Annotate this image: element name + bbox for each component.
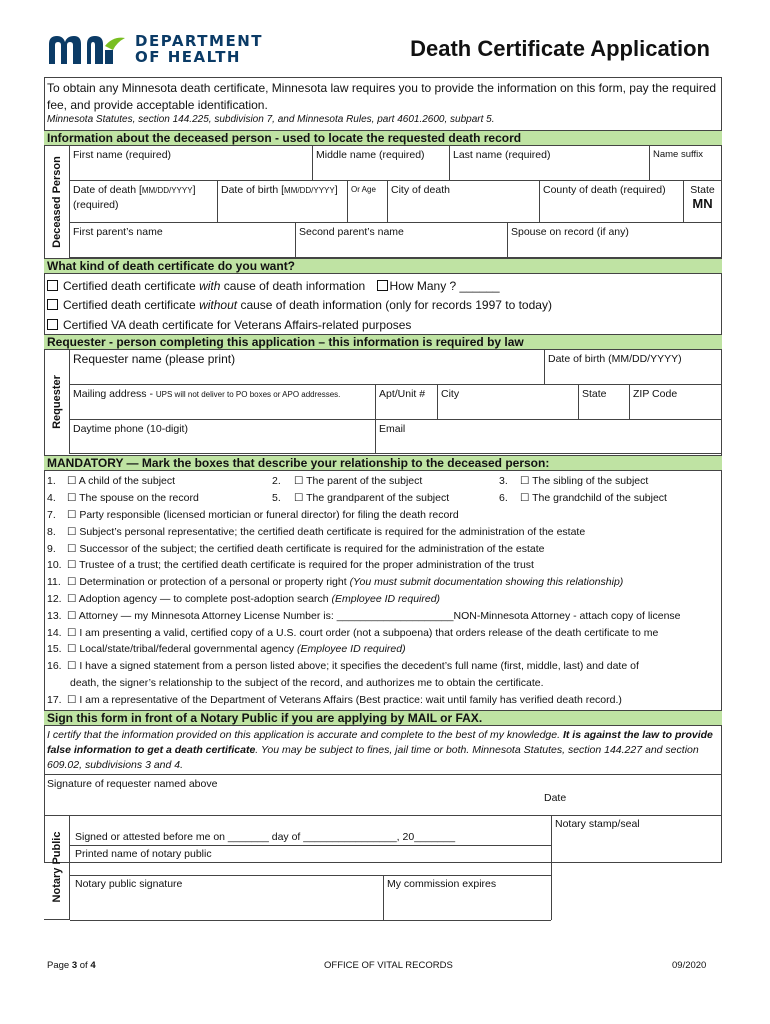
rel-number: 15. (47, 643, 62, 656)
opt2-text-em: without (199, 298, 238, 312)
dod-label: Date of death [ (73, 184, 142, 196)
opt2-text-a: Certified death certificate (63, 298, 200, 312)
second-parent-label: Second parent’s name (299, 226, 404, 238)
rel-option[interactable] (67, 659, 639, 673)
option-without-cause[interactable] (47, 297, 552, 314)
rel-option-text: ☐ Determination or protection of a personal or property right (67, 576, 350, 589)
divider (551, 875, 552, 920)
org-line-2: OF HEALTH (135, 48, 241, 66)
va-checkbox[interactable] (47, 319, 58, 330)
rel-option-text: ☐ Trustee of a trust; the certified death certificate is required for the proper administration of the trust (67, 559, 534, 572)
or-age-label: Or Age (351, 185, 376, 194)
rel-option-note: (Employee ID required) (331, 593, 441, 605)
opt3-text: Certified VA death certificate for Veterans Affairs-related purposes (63, 318, 412, 332)
rel-number: 10. (47, 559, 62, 572)
email-label: Email (379, 423, 406, 435)
notary-side-text: Notary Public (50, 831, 63, 903)
rel-child[interactable]: ☐ A child of the subject (67, 475, 176, 487)
rel-4-number: 4. (47, 492, 56, 504)
page-total: 4 (90, 960, 96, 971)
rel-number: 11. (47, 576, 61, 589)
mandatory-section-header: MANDATORY — Mark the boxes that describe your relationship to the deceased person: (44, 455, 722, 471)
dod-required: (required) (73, 199, 119, 211)
rel-option-text: ☐ Adoption agency — to complete post-adoption search (67, 593, 332, 605)
mailing-address-field[interactable] (70, 385, 376, 420)
without-cause-checkbox[interactable] (47, 299, 58, 310)
phone-label: Daytime phone (10-digit) (73, 423, 188, 435)
rel-number: 14. (47, 626, 62, 639)
city-of-death-field[interactable] (388, 181, 540, 223)
rel-option[interactable] (67, 609, 681, 623)
requester-side-label (44, 350, 70, 454)
dob-format: MM/DD/YYYY (284, 186, 335, 195)
notary-stamp-label: Notary stamp/seal (555, 818, 640, 830)
rel-option[interactable] (67, 575, 623, 589)
email-field[interactable] (376, 420, 722, 454)
certify-b: It is against the law to provide false information to get a death certificate (47, 729, 713, 756)
rel-option[interactable] (67, 592, 440, 606)
rel-option[interactable] (67, 542, 545, 556)
state-label: State (690, 184, 715, 196)
opt2-text-b: cause of death information (only for records 1997 to today) (237, 298, 552, 312)
deceased-side-label (44, 146, 70, 258)
sign-section-header: Sign this form in front of a Notary Public if you are applying by MAIL or FAX. (44, 710, 722, 726)
rel-option-text: ☐ Subject’s personal representative; the certified death certificate is required for the administration of the estate (67, 525, 586, 538)
requester-state-label: State (582, 388, 607, 400)
rel-17-number: 17. (47, 694, 62, 706)
rel-number: 12. (47, 593, 62, 605)
requester-city-label: City (441, 388, 460, 400)
phone-field[interactable] (70, 420, 376, 454)
deceased-side-text: Deceased Person (50, 156, 63, 248)
first-parent-label: First parent’s name (73, 226, 163, 238)
first-name-label: First name (required) (73, 149, 172, 161)
certificate-kind-header: What kind of death certificate do you want? (44, 258, 722, 274)
page-current: 3 (71, 960, 78, 971)
first-parent-field[interactable] (70, 223, 296, 258)
requester-dob-field[interactable] (545, 350, 722, 385)
mailing-label: Mailing address - (73, 388, 156, 400)
divider (383, 875, 384, 920)
certification-statement (47, 728, 719, 773)
option-with-cause[interactable] (47, 278, 500, 295)
requester-name-label: Requester name (please print) (73, 352, 236, 366)
apt-label: Apt/Unit # (379, 388, 426, 400)
state-value: MN (692, 196, 713, 211)
mailing-note: UPS will not deliver to PO boxes or APO addresses. (155, 390, 341, 399)
with-cause-checkbox[interactable] (47, 280, 58, 291)
second-parent-field[interactable] (296, 223, 508, 258)
notary-printed-name-label: Printed name of notary public (75, 848, 212, 860)
mn-logo-icon (47, 32, 127, 66)
notary-side-label (44, 815, 70, 920)
rel-sibling[interactable]: ☐ The sibling of the subject (520, 475, 649, 487)
date-of-death-field[interactable] (70, 181, 218, 223)
divider (70, 875, 551, 876)
page-number (47, 960, 96, 971)
rel-6-number: 6. (499, 492, 508, 504)
city-of-death-label: City of death (391, 184, 450, 196)
rel-option-text: ☐ Local/state/tribal/federal governmental agency (67, 643, 298, 656)
rel-option[interactable] (67, 525, 585, 539)
office-name: OFFICE OF VITAL RECORDS (324, 960, 453, 971)
how-many-checkbox[interactable] (377, 280, 388, 291)
opt1-text-em: with (199, 279, 221, 293)
attested-line[interactable]: Signed or attested before me on _______ day of ________________, 20_______ (75, 831, 456, 843)
rel-parent[interactable]: ☐ The parent of the subject (294, 475, 423, 487)
age-field[interactable] (348, 181, 388, 223)
requester-city-field[interactable] (438, 385, 579, 420)
date-of-birth-field[interactable] (218, 181, 348, 223)
how-many-label: How Many ? ______ (389, 279, 500, 293)
divider (70, 920, 551, 921)
rel-option-text: ☐ I am presenting a valid, certified copy of a U.S. court order (not a subpoena) that orders release of the death certificate to me (67, 626, 659, 639)
county-of-death-label: County of death (required) (543, 184, 666, 196)
org-name (135, 33, 263, 65)
rel-option[interactable] (67, 626, 658, 640)
spouse-field[interactable] (508, 223, 722, 258)
dod-format: MM/DD/YYYY (141, 186, 193, 195)
apt-unit-field[interactable] (376, 385, 438, 420)
rel-option-note: (Employee ID required) (297, 643, 406, 656)
zip-field[interactable] (630, 385, 722, 420)
last-name-field[interactable] (450, 146, 650, 181)
rel-option-text: ☐ Attorney — my Minnesota Attorney License Number is: ____________________NON-Minnesota Attorney - attach copy of license (67, 609, 681, 622)
rel-option-text: ☐ Successor of the subject; the certified death certificate is required for the administration of the estate (67, 542, 545, 555)
rel-number: 9. (47, 542, 56, 555)
option-va[interactable] (47, 317, 411, 334)
page-prefix: Page (47, 960, 72, 971)
rel-grandparent[interactable]: ☐ The grandparent of the subject (294, 492, 450, 504)
signature-field[interactable] (44, 774, 722, 816)
spouse-label: Spouse on record (if any) (511, 226, 629, 238)
rel-16-continued: death, the signer’s relationship to the subject of the record, and authorizes me to obtain the certificate. (70, 677, 544, 689)
dob-label: Date of birth [ (221, 184, 285, 196)
rel-spouse[interactable]: ☐ The spouse on the record (67, 492, 199, 504)
signature-label: Signature of requester named above (47, 778, 218, 790)
requester-name-field[interactable] (70, 350, 545, 385)
intro-text: To obtain any Minnesota death certificate, Minnesota law requires you to provide the information on this form, pay the required fee, and provide acceptable identification. (47, 81, 717, 112)
rel-grandchild[interactable]: ☐ The grandchild of the subject (520, 492, 667, 504)
requester-state-field[interactable] (579, 385, 630, 420)
name-suffix-field[interactable] (650, 146, 722, 181)
deceased-section-header: Information about the deceased person - used to locate the requested death record (44, 130, 722, 146)
rel-2-number: 2. (272, 475, 281, 487)
rel-option-note: (You must submit documentation showing this relationship) (349, 576, 624, 589)
org-line-1: DEPARTMENT (135, 32, 263, 50)
page-of: of (77, 960, 91, 971)
opt1-text-a: Certified death certificate (63, 279, 200, 293)
notary-stamp-area[interactable] (551, 815, 722, 920)
first-name-field[interactable] (70, 146, 313, 181)
rel-1-number: 1. (47, 475, 56, 487)
dob-close: ] (334, 184, 338, 196)
requester-section-header: Requester - person completing this application – this information is required by law (44, 334, 722, 350)
dod-close: ] (192, 184, 196, 196)
middle-name-field[interactable] (313, 146, 450, 181)
state-field (684, 181, 722, 223)
rel-number: 7. (47, 509, 56, 521)
statute-citation: Minnesota Statutes, section 144.225, subdivision 7, and Minnesota Rules, part 4601.2600, subpart 5. (47, 114, 495, 125)
rel-number: 16. (47, 660, 62, 673)
name-suffix-label: Name suffix (653, 149, 703, 160)
rel-5-number: 5. (272, 492, 281, 504)
revision-date: 09/2020 (672, 960, 707, 971)
opt1-text-b: cause of death information (220, 279, 366, 293)
requester-side-text: Requester (50, 375, 63, 429)
certify-a: I certify that the information provided on this application is accurate and complete to the best of my knowledge. (47, 729, 563, 741)
date-label: Date (544, 792, 567, 804)
requester-dob-label: Date of birth (MM/DD/YYYY) (548, 353, 682, 365)
last-name-label: Last name (required) (453, 149, 551, 161)
rel-option-text: ☐ Party responsible (licensed mortician or funeral director) for filing the death record (67, 509, 459, 521)
certify-c: . You may be subject to fines, jail time or both. Minnesota Statutes, section 144.227 and section 609.02, subdivisions 3 and 4. (47, 744, 699, 771)
rel-3-number: 3. (499, 475, 508, 487)
rel-option[interactable] (67, 508, 459, 522)
rel-va-representative[interactable]: ☐ I am a representative of the Department of Veterans Affairs (Best practice: wait until family has verified death record.) (67, 694, 622, 706)
rel-number: 13. (47, 609, 62, 622)
document-title: Death Certificate Application (410, 36, 710, 61)
notary-signature-label[interactable]: Notary public signature (75, 878, 183, 890)
rel-option[interactable] (67, 642, 406, 656)
county-of-death-field[interactable] (540, 181, 684, 223)
rel-option[interactable] (67, 558, 534, 572)
rel-option-text: ☐ I have a signed statement from a person listed above; it specifies the decedent’s full name (first, middle, last) and date of (67, 660, 639, 673)
divider (70, 845, 551, 846)
zip-label: ZIP Code (633, 388, 678, 400)
middle-name-label: Middle name (required) (316, 149, 425, 161)
rel-number: 8. (47, 525, 56, 538)
commission-expires-label[interactable]: My commission expires (387, 878, 497, 890)
